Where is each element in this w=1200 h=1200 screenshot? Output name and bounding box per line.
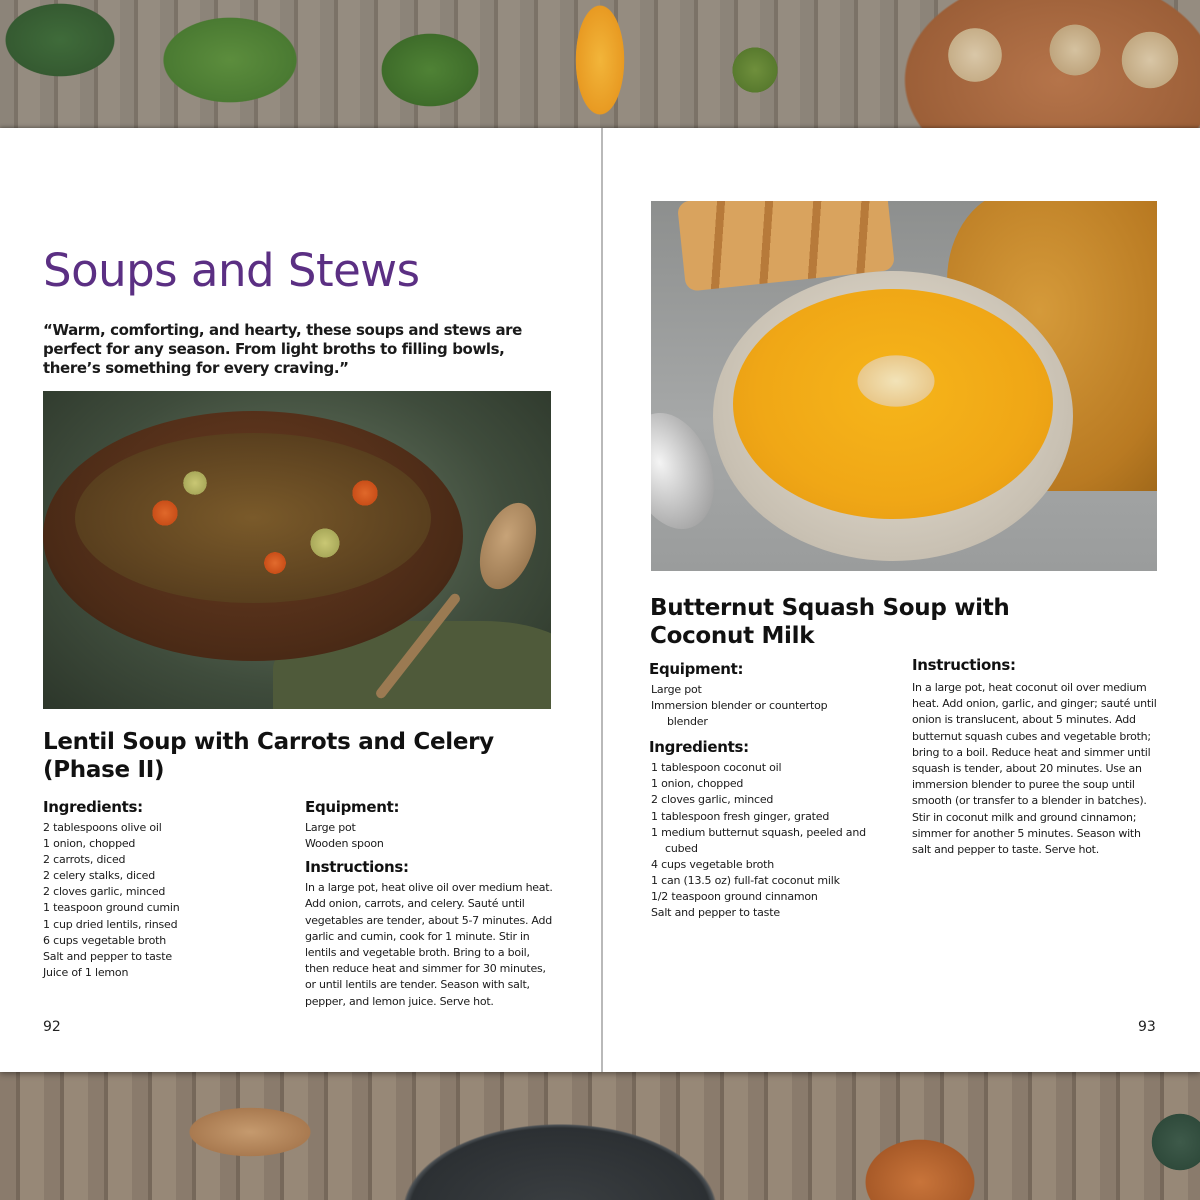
soup-illustration	[75, 433, 431, 603]
ingredient-item: 1/2 teaspoon ground cinnamon	[651, 890, 818, 904]
section-title: Soups and Stews	[43, 244, 420, 297]
instructions-heading: Instructions:	[912, 656, 1016, 674]
ingredient-item: 6 cups vegetable broth	[43, 933, 166, 947]
equipment-item: Wooden spoon	[305, 837, 384, 851]
instructions-text: In a large pot, heat olive oil over medium heat. Add onion, carrots, and celery. Sauté until vegetables are tender, about 5-7 minutes. Add garlic and cumin, cook for 1 minute. Stir in lentils and vegetable broth. Bring to a boil, then reduce heat and simmer for 30 minutes, or until lentils are tender. Season with salt, pepper, and lemon juice. Serve hot.	[305, 881, 553, 1008]
equipment-item: Immersion blender or countertop blender	[651, 699, 828, 729]
book-spread	[0, 128, 1200, 1072]
ingredient-item: 2 celery stalks, diced	[43, 869, 156, 883]
lentil-soup-photo	[43, 391, 551, 709]
lentil-method-column	[305, 798, 555, 1010]
garnish-illustration	[851, 351, 941, 411]
ingredient-item: Salt and pepper to taste	[43, 949, 172, 963]
right-page	[603, 128, 1200, 1072]
spoon-illustration	[469, 495, 547, 597]
ingredient-item: 1 can (13.5 oz) full-fat coconut milk	[651, 873, 840, 887]
ingredient-item: 1 cup dried lentils, rinsed	[43, 917, 178, 931]
section-intro-quote: “Warm, comforting, and hearty, these soups and stews are perfect for any season. From light broths to filling bowls, there’s something for every craving.”	[43, 321, 522, 377]
equipment-item: Large pot	[305, 821, 356, 834]
instructions-text: In a large pot, heat coconut oil over medium heat. Add onion, garlic, and ginger; sauté until onion is translucent, about 5 minutes. Add butternut squash cubes and vegetable broth; bring to a boil. Reduce heat and simmer until squash is tender, about 20 minutes. Use an immersion blender to puree the soup until smooth (or transfer to a blender in batches). Stir in coconut milk and ground cinnamon; simmer for another 5 minutes. Season with salt and pepper to taste. Serve hot.	[912, 681, 1157, 857]
equipment-list	[305, 820, 555, 852]
lentil-ingredients-column	[43, 798, 293, 981]
ingredients-list	[649, 760, 894, 921]
recipe-title-line-1: Butternut Squash Soup with	[650, 595, 1010, 621]
ingredient-item: 1 onion, chopped	[43, 837, 136, 851]
ingredient-item: 2 cloves garlic, minced	[43, 885, 166, 899]
butternut-ingredients-column	[649, 660, 894, 921]
ingredient-item: 1 tablespoon coconut oil	[651, 761, 782, 775]
page-number-right: 93	[1138, 1019, 1156, 1035]
ingredients-heading: Ingredients:	[43, 798, 143, 816]
left-page	[0, 128, 601, 1072]
ingredient-item: 2 cloves garlic, minced	[651, 793, 774, 807]
recipe-title-butternut	[650, 594, 1170, 650]
ingredient-item: Juice of 1 lemon	[43, 965, 129, 979]
page-number-left: 92	[43, 1019, 61, 1035]
recipe-title-line-2: Coconut Milk	[650, 623, 815, 649]
background-photo-cookware-bottom	[0, 1072, 1200, 1200]
ingredient-item: 1 tablespoon fresh ginger, grated	[651, 809, 830, 823]
recipe-title-lentil	[43, 728, 563, 784]
ingredient-item: 2 carrots, diced	[43, 853, 126, 867]
recipe-title-line-2: (Phase II)	[43, 757, 165, 783]
equipment-heading: Equipment:	[305, 798, 400, 816]
butternut-method-column	[912, 656, 1162, 858]
ingredient-item: 1 medium butternut squash, peeled and cubed	[651, 825, 866, 855]
equipment-heading: Equipment:	[649, 660, 744, 678]
ingredient-item: 2 tablespoons olive oil	[43, 821, 162, 834]
ingredient-item: 1 teaspoon ground cumin	[43, 901, 180, 915]
butternut-squash-soup-photo	[651, 201, 1157, 571]
ingredient-item: 1 onion, chopped	[651, 777, 744, 791]
ingredient-item: Salt and pepper to taste	[651, 906, 780, 920]
recipe-title-line-1: Lentil Soup with Carrots and Celery	[43, 729, 494, 755]
ingredients-heading: Ingredients:	[649, 738, 749, 757]
equipment-list	[649, 682, 894, 730]
ingredient-item: 4 cups vegetable broth	[651, 857, 774, 871]
instructions-heading: Instructions:	[305, 858, 409, 877]
background-photo-vegetables-top	[0, 0, 1200, 128]
equipment-item: Large pot	[651, 683, 702, 696]
ingredients-list	[43, 820, 293, 981]
